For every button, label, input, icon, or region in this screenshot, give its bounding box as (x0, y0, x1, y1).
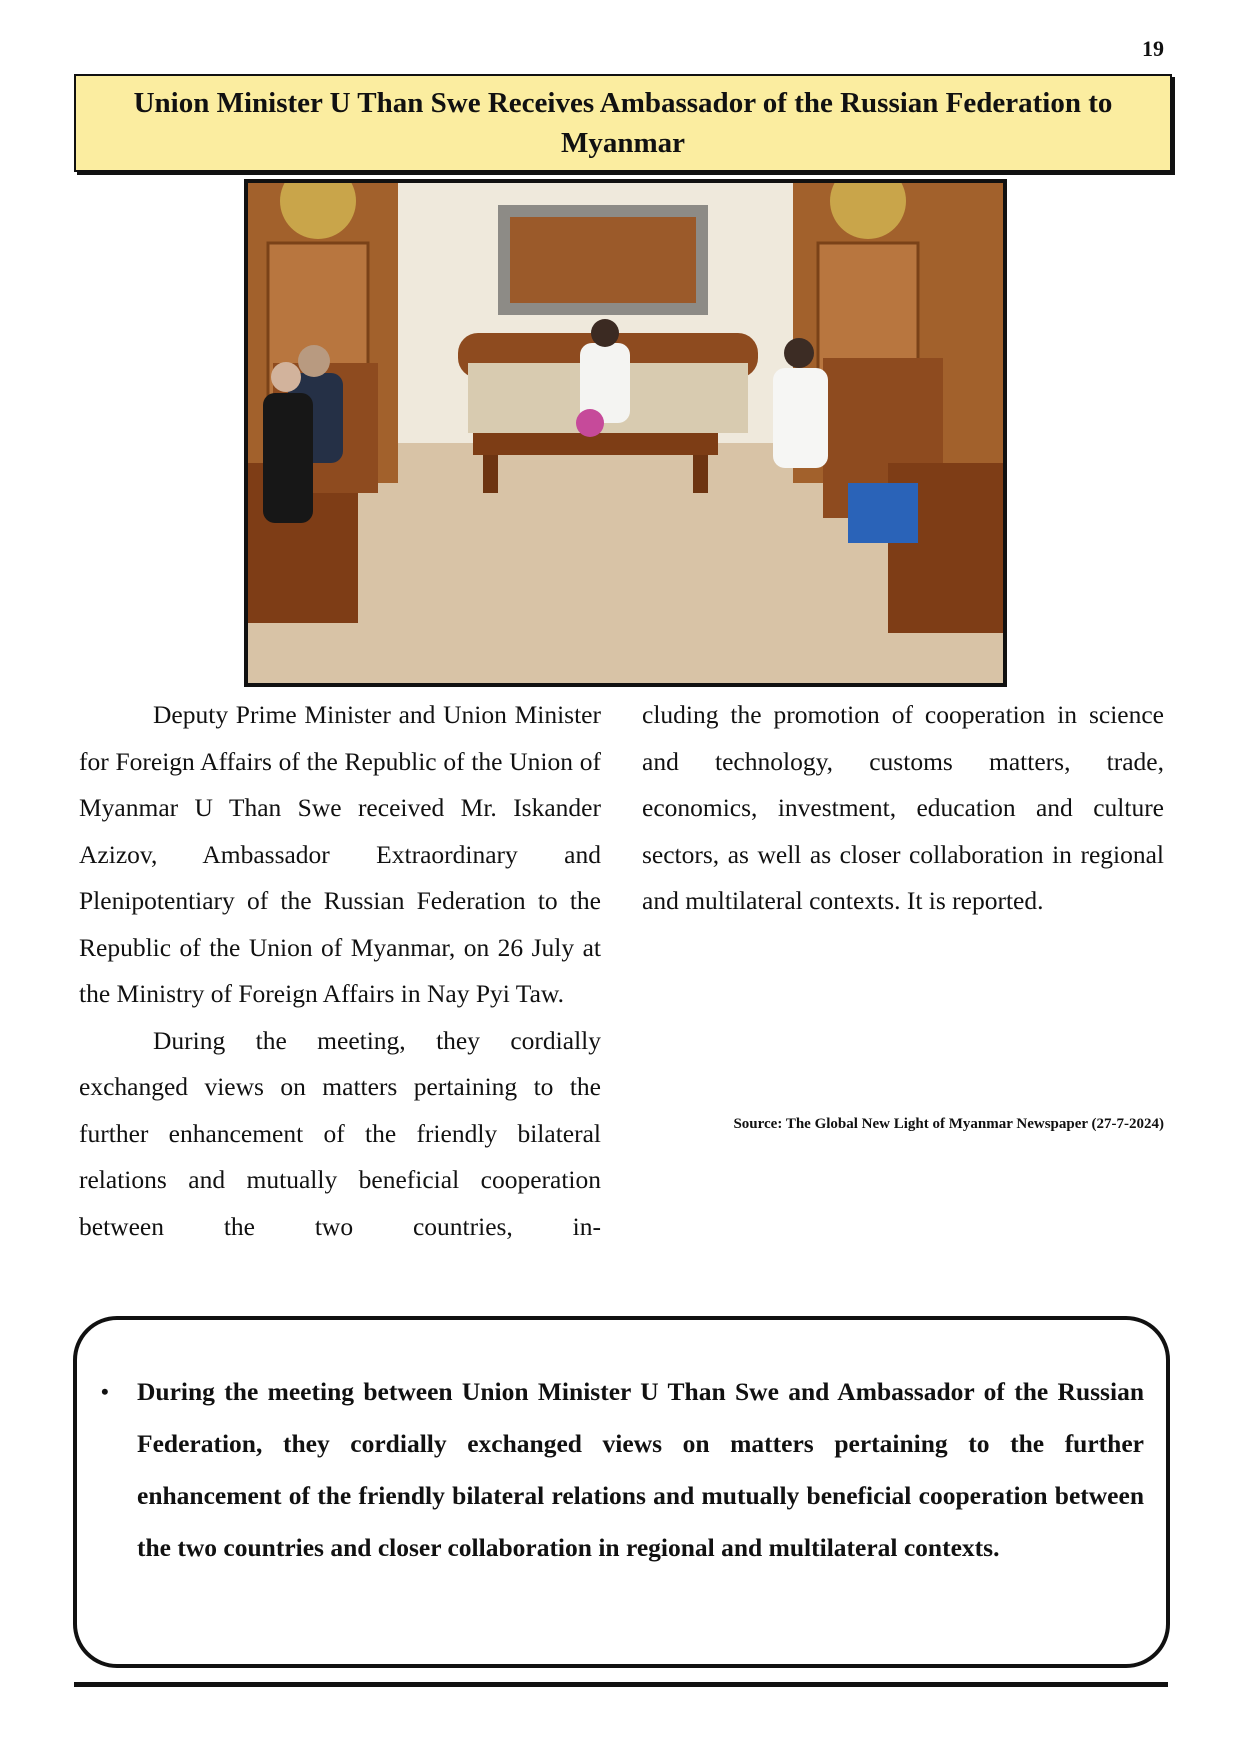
summary-text: During the meeting between Union Minister U Than Swe and Ambassador of the Russian Federation, they cordially exchanged views on matters pertaining to the further enhancement of the friendly bilateral relations and mutually beneficial cooperation between the two countries and closer collaboration in regional and multilateral contexts. (137, 1377, 1144, 1562)
article-column-right (642, 692, 1164, 925)
summary-list (97, 1366, 1144, 1574)
meeting-photo-illustration (248, 183, 1003, 683)
title-banner (74, 74, 1172, 172)
footer-divider (74, 1682, 1168, 1687)
meeting-photo (244, 179, 1007, 687)
source-citation: Source: The Global New Light of Myanmar Newspaper (27-7-2024) (733, 1116, 1164, 1132)
summary-item (97, 1366, 1144, 1574)
article-paragraph-1: Deputy Prime Minister and Union Minister for Foreign Affairs of the Republic of the Union of Myanmar U Than Swe received Mr. Iskander Azizov, Ambassador Extraordinary and Plenipotentiary of the Russian Federation to the Republic of the Union of Myanmar, on 26 July at the Ministry of Foreign Affairs in Nay Pyi Taw. (79, 700, 601, 1008)
page-title: Union Minister U Than Swe Receives Ambassador of the Russian Federation to Myanmar (133, 87, 1113, 159)
article-column-left (79, 692, 601, 1250)
summary-box (73, 1316, 1170, 1668)
article-paragraph-2-continued: cluding the promotion of cooperation in science and technology, customs matters, trade, economics, investment, education and culture sectors, as well as closer collaboration in regional and multilateral contexts. It is reported. (642, 700, 1164, 915)
bullet-icon: • (101, 1379, 109, 1404)
article-paragraph-2-part: During the meeting, they cordially exchanged views on matters pertaining to the further enhancement of the friendly bilateral relations and mutually beneficial cooperation between the two countries, in- (79, 1025, 601, 1241)
page-number: 19 (1142, 36, 1164, 61)
